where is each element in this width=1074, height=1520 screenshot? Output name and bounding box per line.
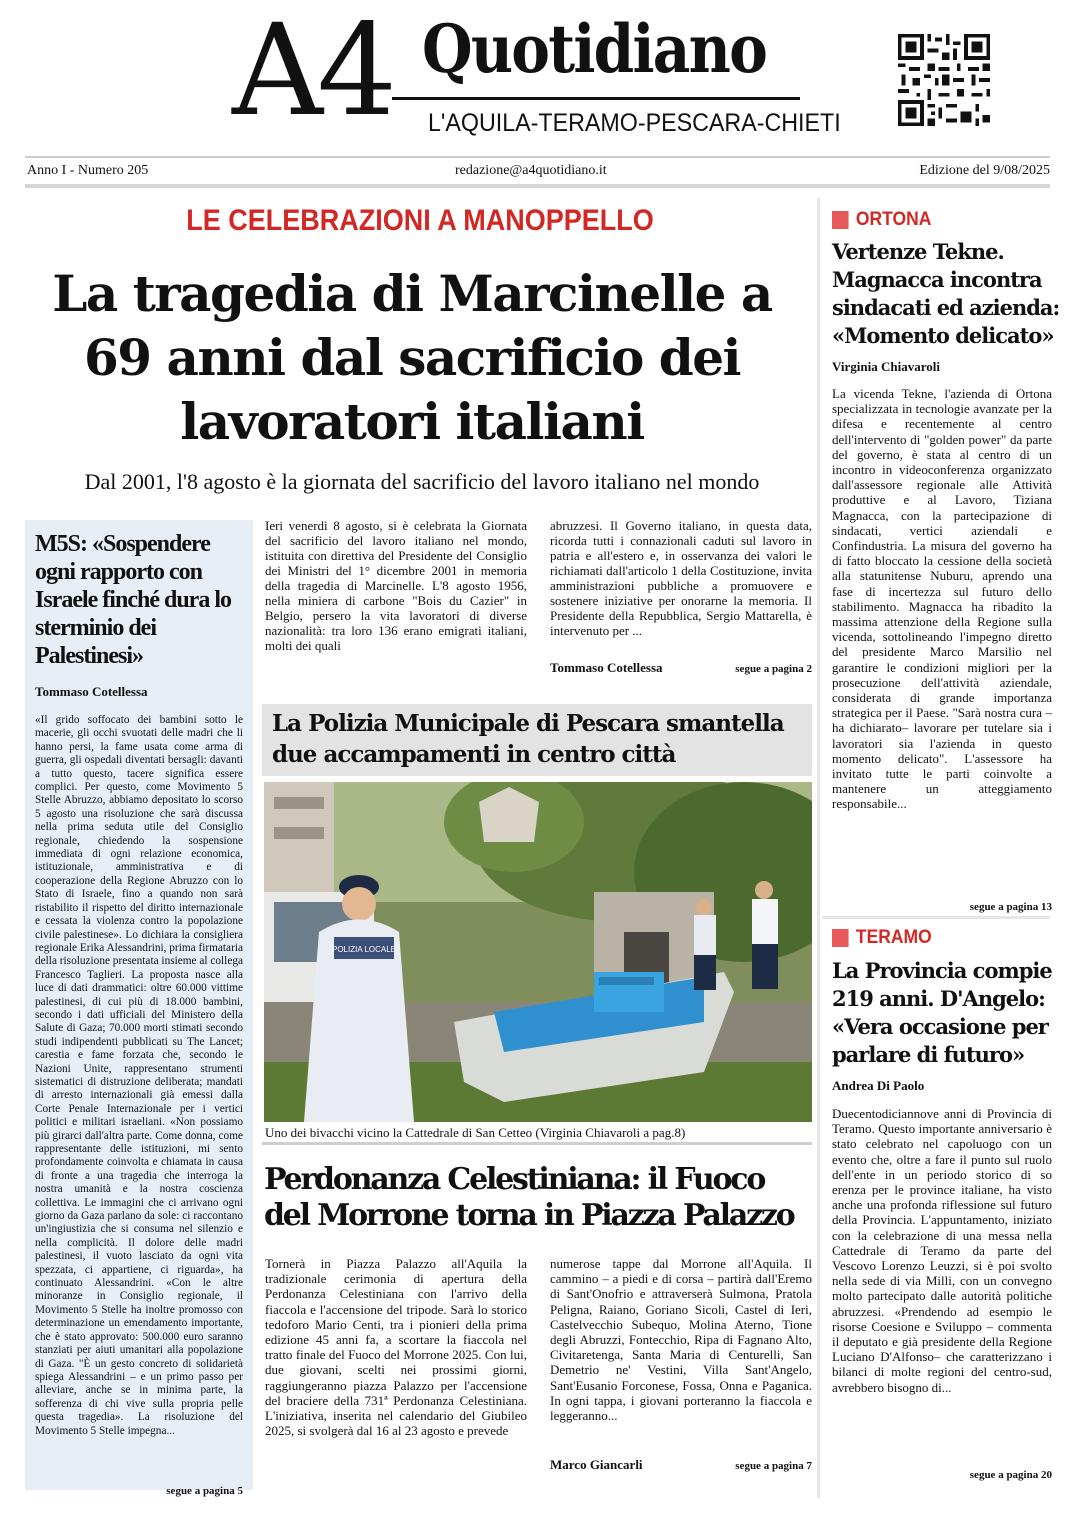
ortona-author: Virginia Chiavaroli xyxy=(832,359,940,374)
lead-continued-link[interactable]: segue a pagina 2 xyxy=(735,663,812,675)
lead-kicker: LE CELEBRAZIONI A MANOPPELLO xyxy=(186,204,654,237)
photo-vest-text: POLIZIA LOCALE xyxy=(331,945,397,954)
perdonanza-author: Marco Giancarli xyxy=(550,1457,643,1472)
teramo-body: Duecentodiciannove anni di Provincia di Teramo. Questo importante anniversario è stato celebrato nel capoluogo con un evento che, oltre a fare il punto sul ruolo dell'ente in un periodo storico di so erenza per le province italiane, ha visto anche una profonda riflessione sul futuro della Provincia. L'appuntamento, iniziato con la celebrazione di una messa nella Cattedrale di Teramo da parte del Vescovo Lorenzo Leuzzi, si è poi svolto nella sede di via Milli, con un convegno molto partecipato dalle autorità politiche abruzzesi. «Prendendo ad esempio le risorse Coesione e Sviluppo – commenta il deputato e già presidente della Regione Luciano D'Alfonso– che caratterizzano i bilanci di molte regioni del centro-sud, avrebbero bisogno di... xyxy=(832,1106,1052,1395)
edition-date: Edizione del 9/08/2025 xyxy=(919,163,1050,178)
lead-author: Tommaso Cotellessa xyxy=(550,660,663,675)
section-teramo-text: TERAMO xyxy=(855,927,932,948)
email-link[interactable]: redazione@a4quotidiano.it xyxy=(455,163,607,178)
m5s-title[interactable]: M5S: «Sospendere ogni rapporto con Israele finché dura lo sterminio dei Palestinesi» xyxy=(35,531,231,669)
section-square-icon xyxy=(832,211,849,229)
section-label-ortona xyxy=(832,208,931,232)
m5s-author: Tommaso Cotellessa xyxy=(35,684,148,699)
polizia-headline-box xyxy=(262,704,812,776)
polizia-title[interactable]: La Polizia Municipale di Pescara smantella due accampamenti in centro città xyxy=(272,710,784,768)
ortona-title[interactable]: Vertenze Tekne. Magnacca incontra sindacati ed azienda: «Momento delicato» xyxy=(832,239,1060,348)
perdonanza-column-1: Tornerà in Piazza Palazzo all'Aquila la tradizionale cerimonia di apertura della Perdonanza Celestiniana con l'arrivo della fiaccola e l'accensione del tripode. Sarà lo storico tedoforo Mario Centi, tra i pionieri della prima edizione 45 anni fa, a scortare la fiaccola nel tratto finale del Fuoco del Morrone 2025. Con lui, due giovani, scelti nei prossimi giorni, raggiungeranno piazza Palazzo per l'accensione del braciere della 731ª Perdonanza Celestiniana. L'iniziativa, inserita nel calendario del Giubileo 2025, si svolgerà dal 16 al 23 agosto e prevede xyxy=(265,1256,527,1439)
info-rule xyxy=(25,184,1050,188)
ortona-body: La vicenda Tekne, l'azienda di Ortona specializzata in tecnologie avanzate per la difesa e recentemente al centro dell'intervento di "golden power" da parte del governo, è stata al centro di un incontro in videoconferenza organizzato dall'assessore regionale alle Attività produttive e al Lavoro, Tiziana Magnacca, con la partecipazione di sindacati, vertici aziendali e Confindustria. La misura del governo ha di fatto bloccato la cessione della società alla statunitense Nuburu, aprendo una fase di incertezza sul futuro dello stabilimento. Magnacca ha ribadito la massima attenzione della Regione sulla vicenda, sottolineando l'impegno diretto del presidente Marco Marsilio nel garantire le condizioni migliori per la prosecuzione dell'attività aziendale, considerata di grande importanza strategica per il Paese. "Sarà nostra cura – ha dichiarato– lavorare per tutelare sia i lavoratori sia l'azienda in questo momento delicato". L'assessore ha invitato tutte le parti coinvolte a mantenere un atteggiamento responsabile... xyxy=(832,386,1052,812)
logo-cities: L'AQUILA-TERAMO-PESCARA-CHIETI xyxy=(428,109,841,137)
issue-number: Anno I - Numero 205 xyxy=(27,163,149,178)
m5s-continued-link[interactable]: segue a pagina 5 xyxy=(166,1485,243,1497)
perdonanza-column-2: numerose tappe dal Morrone all'Aquila. Il cammino – a piedi e di corsa – partirà dall'Eremo di Sant'Onofrio e attraverserà Sulmona, Pratola Peligna, Raiano, Goriano Sicoli, Castel di Ieri, Castelvecchio Subequo, Molina Aterno, Tione degli Abruzzi, Fontecchio, Ripa di Fagnano Alto, Civitaretenga, Santa Maria di Centurelli, San Demetrio ne' Vestini, Villa Sant'Angelo, Sant'Eusanio Forconese, Fossa, Onna e Paganica. In ogni tappa, i giovani porteranno la fiaccola e leggeranno... xyxy=(550,1256,812,1424)
logo-rule xyxy=(392,97,800,100)
photo-caption: Uno dei bivacchi vicino la Cattedrale di San Cetteo (Virginia Chiavaroli a pag.8) xyxy=(265,1125,686,1140)
lead-column-2: abruzzesi. Il Governo italiano, in questa data, ricorda tutti i connazionali caduti sul lavoro in patria e all'estero e, in osservanza dei valori le richiamati dall'articolo 1 della Costituzione, invita amministrazioni pubbliche a promuovere e sostenere iniziative per onorarne la memoria. Il Presidente della Repubblica, Sergio Mattarella, è intervenuto per ... xyxy=(550,518,812,638)
qr-code-icon[interactable] xyxy=(898,34,990,126)
m5s-sidebar xyxy=(25,520,253,1497)
teramo-title[interactable]: La Provincia compie 219 anni. D'Angelo: «Vera occasione per parlare di futuro» xyxy=(832,958,1052,1067)
column-divider xyxy=(817,198,820,1498)
photo-illustration xyxy=(264,782,812,1122)
logo-a4: A4 xyxy=(232,0,392,144)
lead-headline[interactable]: La tragedia di Marcinelle a 69 anni dal sacrificio dei lavoratori italiani xyxy=(52,264,772,451)
section-square-icon xyxy=(832,929,849,947)
section-label-teramo xyxy=(832,926,932,950)
lead-column-1: Ieri venerdì 8 agosto, si è celebrata la Giornata del sacrificio del lavoro italiano nel mondo, istituita con direttiva del Presidente del Consiglio dei Ministri del 1° dicembre 2001 in memoria della tragedia di Marcinelle. L'8 agosto 1956, nella miniera di carbone "Bois du Cazier" in Belgio, persero la vita lavoratori di diverse nazionalità: tra loro 136 erano emigrati italiani, molti dei quali xyxy=(265,518,527,653)
perdonanza-title[interactable]: Perdonanza Celestiniana: il Fuoco del Morrone torna in Piazza Palazzo xyxy=(264,1162,794,1233)
masthead xyxy=(0,0,1074,150)
teramo-continued-link[interactable]: segue a pagina 20 xyxy=(969,1469,1052,1481)
right-column-rule xyxy=(822,916,1050,919)
encampment-photo[interactable] xyxy=(264,782,812,1122)
lead-footer xyxy=(550,660,812,676)
section-ortona-text: ORTONA xyxy=(855,209,932,230)
logo-name: Quotidiano xyxy=(422,10,767,88)
lead-subhead: Dal 2001, l'8 agosto è la giornata del sacrificio del lavoro italiano nel mondo xyxy=(84,469,760,494)
teramo-author: Andrea Di Paolo xyxy=(832,1078,925,1093)
perdonanza-footer xyxy=(550,1457,812,1473)
caption-rule xyxy=(262,1142,812,1145)
m5s-body: «Il grido soffocato dei bambini sotto le macerie, gli occhi svuotati delle madri che li hanno persi, la fame usata come arma di guerra, gli ospedali diventati bersagli: davanti a tutto questo, tacere significa essere complici. Per questo, come Movimento 5 Stelle Abruzzo, abbiamo depositato lo scorso 5 agosto una risoluzione che sarà discussa nella prima seduta utile del Consiglio regionale, chiedendo la sospensione immediata di ogni relazione economica, istituzionale, amministrativa e di cooperazione della Regione Abruzzo con lo Stato di Israele, fino a quando non sarà ristabilito il rispetto del diritto internazionale e cessata la violenza contro la popolazione civile palestinese». Lo dichiara la consigliera regionale Erika Alessandrini, prima firmataria della risoluzione presentata insieme al collega Francesco Taglieri. La proposta nasce alla luce di dati drammatici: oltre 60.000 vittime palestinesi, di cui più di 18.000 bambini, secondo i dati ufficiali del Ministero della Salute di Gaza; 70.000 morti stimati secondo studi indipendenti pubblicati su The Lancet; carestia e fame forzata che, secondo le Nazioni Unite, rappresentano strumenti sistematici di distruzione deliberata; mandati di arresto internazionali già emessi dalla Corte Penale Internazionale per i vertici politici e militari israeliani. «Non possiamo più girarci dall'altra parte. Come donna, come rappresentante delle istituzioni, mi sento profondamente coinvolta e chiamata in causa di fronte a una tragedia che interroga la nostra umanità e la nostra coscienza collettiva. Le immagini che ci arrivano ogni giorno da Gaza parlano da sole: ci raccontano un'ingiustizia che si consuma nel silenzio e nella complicità. Il dolore delle madri palestinesi, il vuoto lasciato da ogni vita spezzata, ci appartiene, ci riguarda», ha continuato Alessandrini. «Con le altre minoranze in Consiglio regionale, il Movimento 5 Stelle ha inoltre promosso con determinazione un emendamento importante, che è stato approvato: 500.000 euro saranno stanziati per aiuti umanitari alla popolazione di Gaza. "È un gesto concreto di solidarietà spiega Alessandrini – e un primo passo per alleviare, anche se in minima parte, la sofferenza di chi vive sulla propria pelle questa tragedia». La risoluzione del Movimento 5 Stelle impegna... xyxy=(35,714,243,1437)
perdonanza-continued-link[interactable]: segue a pagina 7 xyxy=(735,1460,812,1472)
masthead-rule xyxy=(25,156,1050,158)
ortona-continued-link[interactable]: segue a pagina 13 xyxy=(969,901,1052,913)
